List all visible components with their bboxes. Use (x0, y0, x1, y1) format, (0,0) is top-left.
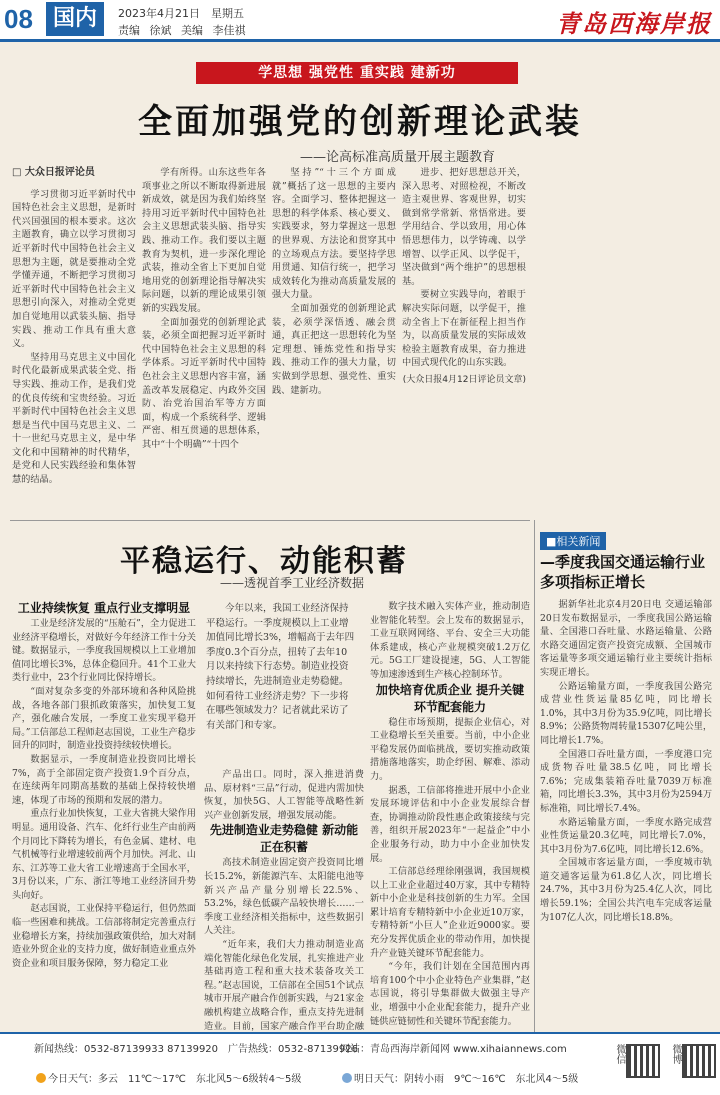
website-line[interactable]: 网站：青岛西海岸新闻网 www.xihaiannews.com (340, 1044, 567, 1055)
lead-byline: □ 大众日报评论员 (12, 167, 95, 178)
lead-column-4 (402, 166, 526, 516)
divider (534, 520, 535, 1032)
section-subhead: 工业持续恢复 重点行业支撑明显 (17, 601, 191, 615)
paragraph: 据悉，工信部将推进开展中小企业发展环境评估和中小企业发展综合督查，协调推动阶段性惠企政策接续与完善，组织开展2023年“一起益企”中小企业服务行动，助力中小企业加快发展。 (370, 784, 530, 864)
paragraph: “面对复杂多变的外部环境和各种风险挑战，各地各部门狠抓政策落实，加快复工复产，强化融合发展，一季度工业实现平稳开局。”工信部总工程师赵志国说，工业生产稳步回升的同时，制造业投资持续较快增长。 (12, 685, 196, 752)
paragraph: 学有所得。山东这些年各项事业之所以不断取得新进展新成效，就是因为我们始终坚持用习近平新时代中国特色社会主义思想武装头脑、指导实践、推动工作。我们要以主题教育为契机，进一步深化理论武装，推动全省上下更加自觉地用党的创新理论指导解决实际问题，以新的理论成果引领新的实践发展。 (142, 167, 266, 314)
related-news-tag: ■相关新闻 (540, 532, 606, 550)
page-header (0, 0, 720, 42)
paragraph: 全国港口吞吐量方面，一季度港口完成货物吞吐量38.5亿吨，同比增长7.6%；完成集装箱吞吐量7039万标准箱，同比增长3.3%，其中3月份为2594万标准箱，同比增长7.4%。 (540, 748, 713, 814)
editors-line: 责编 徐斌 美编 李佳祺 (118, 24, 246, 37)
paragraph: 据新华社北京4月20日电 交通运输部20日发布数据显示，一季度我国公路运输量、全国港口吞吐量、水路运输量、公路水路交通固定资产投资完成额、全国城市客运量等多项交通运输行业主要统计指标实现正增长。 (540, 599, 712, 678)
lead-subtitle: ——论高标准高质量开展主题教育 (300, 150, 496, 165)
section-subhead: 加快培育优质企业 提升关键环节配套能力 (375, 682, 525, 714)
paragraph: 重点行业加快恢复，工业大省挑大梁作用明显。通用设备、汽车、化纤行业生产由前两个月同比下降转为增长，有色金属、建材、电气机械等行业增速较前两个月加快。河北、山东、江苏等工业大省工业增速高于全国水平，3月份以来，广东、浙江等地工业经济回升势头向好。 (12, 808, 196, 901)
feature-subtitle: ——透视首季工业经济数据 (220, 576, 365, 590)
feature-column-3 (370, 600, 530, 1028)
intro-text: 今年以来，我国工业经济保持平稳运行。一季度规模以上工业增加值同比增长3%，增幅高于去年四季度0.3个百分点，扭转了去年10月以来持续下行态势。制造业投资持续增长，先进制造业走势稳健。如何看待工业经济走势？下一步将在哪些领域发力？记者就此采访了有关部门和专家。 (206, 603, 355, 731)
wechat-qr-code[interactable] (626, 1044, 660, 1078)
issue-date: 2023年4月21日 星期五 (118, 7, 244, 20)
paragraph: 学习贯彻习近平新时代中国特色社会主义思想，是新时代兴国强国的根本要求。这次主题教育，确立以学习贯彻习近平新时代中国特色社会主义思想为主题，就是要推动全党学懂弄通，不断把学习贯彻习近平新时代中国特色社会主义思想引向深入，对推动全党更加自觉地用以武装头脑、指导实践、推动工作具有重大意义。 (12, 188, 136, 350)
cloudy-icon (36, 1073, 46, 1083)
paragraph: 全面加强党的创新理论武装，必须学深悟透、融会贯通，真正把这一思想转化为坚定理想、锤炼党性和指导实践、推动工作的强大力量，切实做到学思想、强党性、重实践、建新功。 (272, 302, 396, 396)
lead-column-5 (534, 166, 710, 516)
weather-today (34, 1070, 301, 1085)
newspaper-logo: 青岛西海岸报 (556, 9, 712, 38)
feature-column-1 (12, 600, 196, 1028)
paragraph: 公路运输量方面，一季度我国公路完成营业性货运量85亿吨，同比增长1.0%，其中3月份为35.9亿吨，同比增长8.9%；公路货物周转量15307亿吨公里，同比增长1.7%。 (540, 680, 713, 746)
weather-today-text: 今日天气：多云 11℃～17℃ 东北风5～6级转4～5级 (48, 1074, 302, 1085)
section-subhead: 先进制造业走势稳健 新动能正在积蓄 (209, 823, 359, 855)
paragraph: “今年，我们计划在全国范围内再培育100个中小企业特色产业集群，”赵志国说，将引导集群做大做强主导产业，增强中小企业配套能力，提升产业链供应链韧性和关键环节配套能力。 (370, 961, 530, 1027)
lead-column-1 (12, 166, 136, 516)
weather-tomorrow-text: 明日天气：阴转小雨 9℃～16℃ 东北风4～5级 (354, 1074, 579, 1085)
paragraph: 数字技术融入实体产业，推动制造业智能化转型。会上发布的数据显示，工业互联网网络、平台、安全三大功能体系建成，核心产业规模突破1.2万亿元。5G工厂建设提速，5G、人工智能等加速渗透到生产核心控制环节。 (370, 601, 530, 680)
lead-column-2 (142, 166, 266, 516)
related-news-title[interactable]: —季度我国交通运输行业多项指标正增长 (540, 553, 706, 591)
paragraph: “近年来，我们大力推动制造业高端化智能化绿色化发展，扎实推进产业基础再造工程和重大技术装备攻关工程。”赵志国说，工信部在全国51个试点城市开展产融合作创新实践，与21家金融机构建立战略合作，重点支持先进制造业。目前，国家产融合作平台助企融 (204, 938, 364, 1032)
paragraph: 进步、把好思想总开关，深入思考、对照检视，不断改造主观世界、客观世界，切实做到常学常新、常悟常进。要学用结合、学以致用，用心体悟思想伟力，以学铸魂、以学增智、以学正风、以学促干，坚决做到“两个维护”的思想根基。 (402, 167, 526, 287)
weather-tomorrow (340, 1070, 578, 1085)
paragraph: 稳住市场预期，提振企业信心，对工业稳增长至关重要。当前，中小企业平稳发展仍面临挑战，要切实推动政策措施落地落实，助企纾困、解难、添动力。 (370, 716, 530, 782)
paragraph: 水路运输量方面，一季度水路完成营业性货运量20.3亿吨，同比增长7.0%，其中3月份为7.6亿吨，同比增长12.6%。 (540, 816, 712, 855)
weibo-label: 微博 (670, 1044, 681, 1064)
paragraph: 工业是经济发展的“压舱石”，全力促进工业经济平稳增长，对做好今年经济工作十分关键。数据显示，一季度我国规模以上工业增加值同比增长3%，总体企稳回升。41个工业大类行业中，23个行业同比保持增长。 (12, 618, 196, 684)
lead-source: (大众日报4月12日评论员文章) (402, 374, 526, 385)
lead-column-3 (272, 166, 396, 516)
paragraph: 高技术制造业固定资产投资同比增长15.2%，新能源汽车、太阳能电池等新兴产品产量分别增长22.5%、53.2%，绿色低碳产品较快增长……一季度工业经济相关指标中，这些数据引人关注。 (204, 857, 364, 937)
page-footer (0, 1032, 720, 1095)
paragraph: 赵志国说，工业保持平稳运行，但仍然面临一些困难和挑战。工信部将制定完善重点行业稳增长方案，持续加强政策供给，加大对制造业外贸企业的支持力度，做好制造业重点外资企业和项目服务保障，努力稳定工业 (12, 903, 196, 969)
feature-intro (206, 602, 356, 733)
feature-column-2 (204, 768, 364, 1032)
rain-icon (342, 1073, 352, 1083)
news-hotline: 新闻热线：0532-87139933 87139920 广告热线：0532-87139926 (34, 1044, 358, 1055)
paragraph: 数据显示，一季度制造业投资同比增长7%，高于全部固定资产投资1.9个百分点，在连续两年同期高基数的基础上保持较快增速，体现了市场的预期和发展的潜力。 (12, 753, 196, 806)
divider (10, 520, 530, 521)
wechat-label: 微信 (614, 1044, 625, 1064)
paragraph: 坚持用马克思主义中国化时代化最新成果武装全党、指导实践、推动工作，是我们党的优良传统和宝贵经验。习近平新时代中国特色社会主义思想是当代中国马克思主义、二十一世纪马克思主义，是中华文化和中国精神的时代精华，是党和人民实践经验和集体智慧的结晶。 (12, 351, 136, 486)
paragraph: 全国城市客运量方面，一季度城市轨道交通客运量为61.8亿人次，同比增长24.7%，其中3月份为25.4亿人次，同比增长59.1%；全国公共汽电车完成客运量为107亿人次，同比增长18.8%。 (540, 857, 712, 923)
paragraph: 工信部总经理徐刚强调，我国规模以上工业企业超过40万家，其中专精特新中小企业是科技创新的生力军。全国累计培育专精特新中小企业近10万家，专精特新“小巨人”企业近9000家。要充分发挥优质企业的带动作用，加快提升产业链关键环节配套能力。 (370, 866, 530, 959)
feature-headline[interactable]: 平稳运行、动能积蓄 (120, 544, 408, 579)
weibo-qr-code[interactable] (682, 1044, 716, 1078)
related-news-body (540, 598, 712, 1028)
paragraph: 产品出口。同时，深入推进消费品、原材料“三品”行动，促进内需加快恢复，加快5G、人工智能等战略性新兴产业创新发展，增强发展动能。 (204, 769, 364, 821)
page-number: 08 (4, 4, 33, 34)
paragraph: 要树立实践导向，着眼于解决实际问题，以学促干，推动全省上下在新征程上担当作为，以高质量发展的实际成效检验主题教育成果，奋力推进中国式现代化的山东实践。 (402, 289, 526, 369)
lead-headline[interactable]: 全面加强党的创新理论武装 (138, 102, 582, 142)
paragraph: 全面加强党的创新理论武装，必须全面把握习近平新时代中国特色社会主义思想的科学体系。习近平新时代中国特色社会主义思想内容丰富，涵盖改革发展稳定、内政外交国防、治党治国治军等方方面面，构成一个系统科学、逻辑严密、相互贯通的思想体系，其中“十个明确”“十四个 (142, 316, 266, 450)
paragraph: 坚持”“十三个方面成就”概括了这一思想的主要内容。全面学习、整体把握这一思想的科学体系、核心要义、实践要求，努力掌握这一思想的世界观、方法论和贯穿其中的立场观点方法。要坚持学思用贯通、知信行统一，把学习成效转化为推动高质量发展的强大力量。 (272, 167, 396, 301)
lead-banner: 学思想 强党性 重实践 建新功 (196, 62, 518, 84)
section-tab[interactable]: 国内 (46, 2, 104, 36)
